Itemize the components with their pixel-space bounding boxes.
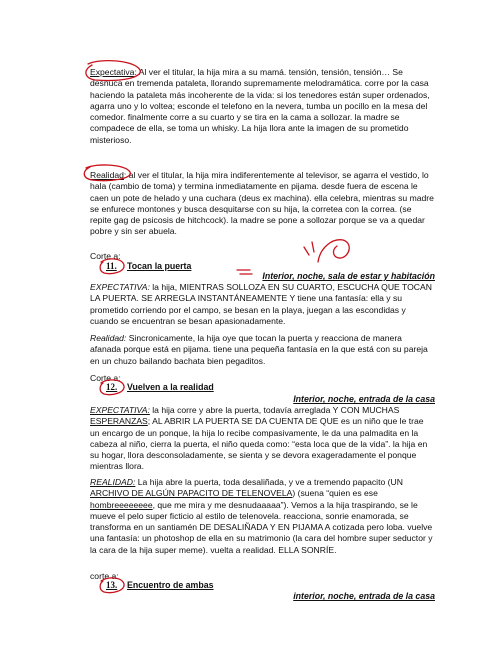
scene-slug-12: Interior, noche, entrada de la casa bbox=[293, 394, 435, 404]
scene11-realidad bbox=[90, 333, 435, 367]
scene-number-13: 13. bbox=[106, 580, 118, 590]
scene11-exp-label: EXPECTATIVA: bbox=[90, 282, 150, 292]
scene11-exp-text: la hija, MIENTRAS SOLLOZA EN SU CUARTO, ESCUCHA QUE TOCAN LA PUERTA. SE ARREGLA INSTANTÁNEAMENTE Y tiene una fantasía: ella y su prometido corriendo por el campo, se besan en la playa, juegan a las escondidas y cuando se encuentran se besan apasionadamente. bbox=[90, 282, 432, 326]
scene12-expectativa bbox=[90, 405, 435, 473]
corte-a-13: corte a: bbox=[90, 571, 119, 581]
corte-a-12: Corte a: bbox=[90, 373, 121, 383]
scene-slug-13: interior, noche, entrada de la casa bbox=[293, 591, 435, 601]
scene-slug-11: Interior, noche, sala de estar y habitación bbox=[262, 271, 435, 281]
scene12-real-label: REALIDAD: bbox=[90, 477, 136, 487]
scene12-real-text-b: ARCHIVO DE ALGÚN PAPACITO DE TELENOVELA bbox=[90, 488, 293, 499]
scene12-real-text-c: ) (suena “quien es ese bbox=[292, 488, 378, 499]
scene12-exp-text-c: ; AL ABRIR LA PUERTA SE DA CUENTA DE QUE es un niño que le trae un encargo de un ponque, la hija lo recibe compasivamente, le da una palmadita en la cabeza al niño, cierra la puerta, el niño queda como: “esta loca que de la vida”. la hija en su hogar, llora desconsoladamente, se sienta y se devora exageradamente el ponque mientras llora. bbox=[90, 416, 428, 472]
scene12-real-text-a: La hija abre la puerta, toda desaliñada, y ve a tremendo papacito (UN bbox=[135, 477, 403, 487]
scene11-real-label: Realidad: bbox=[90, 333, 127, 343]
scene-number-12: 12. bbox=[106, 382, 118, 392]
scene12-exp-label: EXPECTATIVA: bbox=[90, 405, 150, 415]
scene11-slug-underline bbox=[237, 270, 252, 274]
expectativa-text: : Al ver el titular, la hija mira a su mamá. tensión, tensión, tensión… Se desnuca en tremenda pataleta, llorando supremamente melodramática. corre por la casa haciendo la pataleta más incoherente de la vida: si los tenedores están super ordenados, agarra uno y lo voltea; esconde el telefono en la nevera, tumba un pocillo en la mesa del comedor. finalmente corre a su cuarto y se tira en la cama a sollozar. la madre se compadece de ella, se toma un whisky. La hija llora ante la imagen de su prometido misterioso. bbox=[90, 67, 430, 145]
scene11-expectativa bbox=[90, 282, 435, 327]
scene-number-11: 11. bbox=[106, 261, 117, 271]
realidad-paragraph bbox=[90, 170, 435, 238]
scene12-exp-text-a: la hija corre y abre la puerta, todavía arreglada Y CON MUCHAS bbox=[149, 405, 400, 415]
scene11-real-text: Sincronicamente, la hija oye que tocan la puerta y reacciona de manera afanada porque está en pijama. tiene una pequeña fantasía en la que está con su pareja en un chuzo bailando bachata bien pegaditos. bbox=[90, 333, 428, 366]
scene11-tick-marks bbox=[304, 242, 314, 255]
expectativa-paragraph bbox=[90, 67, 435, 146]
scene12-exp-text-b: ESPERANZAS bbox=[90, 416, 148, 427]
corte-a-11: Corte a: bbox=[90, 251, 121, 261]
scene11-spiral-mark bbox=[318, 240, 349, 262]
scene12-real-text-e: , que me mira y me desnudaaaaa”). Vemos a la hija traspirando, se le mueve el pelo super ficticio al estilo de telenovela. reacciona, sonrie enamorada, se transforma en un santiamén DE DESALIÑADA Y EN PIJAMA A cotizada pero loba. vuelve una fantasía: un photoshop de ella en su matrimonio (la cara del hombre super seductor y la cara de la hija super meme). vuelta a realidad. ELLA SONRÍE. bbox=[90, 499, 433, 555]
realidad-text: : al ver el titular, la hija mira indiferentemente al televisor, se agarra el vestido, lo hala (cambio de toma) y termina inmediatamente en pijama. desde fuera de escena le caen un pote de helado y una cuchara (deus ex machina). ella celebra, mientras su madre se enfurece montones y busca desquitarse con su hija, la corretea con la correa. (se repite gag de psicosis de hitchcock). la madre se pone a sollozar porque se va a quedar pobre y sin ser abuela. bbox=[90, 170, 434, 237]
scene-title-13: Encuentro de ambas bbox=[127, 580, 214, 590]
expectativa-label: Expectativa bbox=[90, 67, 135, 77]
realidad-label: Realidad bbox=[90, 170, 124, 180]
scene-title-11: Tocan la puerta bbox=[127, 261, 192, 271]
scene12-realidad bbox=[90, 477, 435, 556]
scene-title-12: Vuelven a la realidad bbox=[127, 382, 214, 392]
scene12-real-text-d: hombreeeeeeee bbox=[90, 499, 153, 510]
